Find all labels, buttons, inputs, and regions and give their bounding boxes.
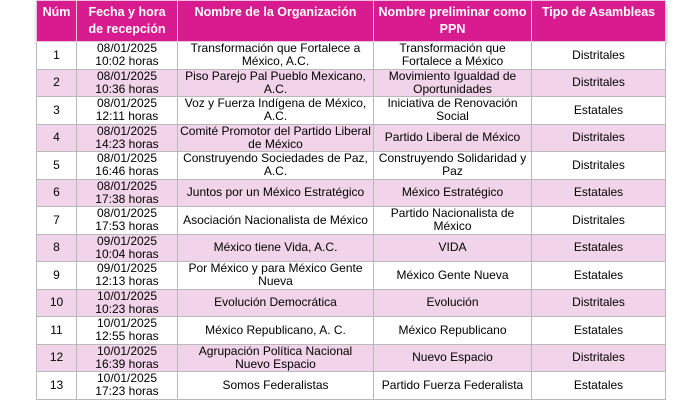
cell-ppn-name: México Republicano — [374, 317, 532, 345]
table-row — [37, 152, 666, 180]
cell-time: 10:36 horas — [95, 81, 159, 96]
cell-date: 10/01/2025 — [96, 289, 158, 303]
cell-datetime — [77, 344, 178, 372]
cell-datetime — [77, 124, 178, 152]
header-ppn: Nombre preliminar como PPN — [374, 1, 532, 42]
cell-num: 10 — [37, 289, 77, 317]
cell-date: 08/01/2025 — [96, 69, 158, 83]
cell-organization: Agrupación Política Nacional Nuevo Espacio — [178, 344, 374, 372]
registration-table-container — [36, 0, 665, 400]
cell-ppn-name: México Gente Nueva — [374, 262, 532, 290]
cell-date: 10/01/2025 — [96, 316, 158, 331]
table-row — [37, 234, 666, 262]
cell-num: 6 — [37, 179, 77, 207]
header-row — [37, 1, 666, 42]
cell-organization: Asociación Nacionalista de México — [178, 207, 374, 235]
cell-date: 09/01/2025 — [96, 261, 158, 276]
table-header — [37, 1, 666, 42]
cell-ppn-name: Transformación que Fortalece a México — [374, 42, 532, 70]
cell-assembly-type: Estatales — [532, 262, 666, 290]
cell-date: 10/01/2025 — [96, 371, 158, 386]
cell-num: 5 — [37, 152, 77, 180]
cell-time: 12:13 horas — [95, 274, 159, 289]
cell-assembly-type: Distritales — [532, 69, 666, 97]
cell-datetime — [77, 317, 178, 345]
cell-organization: Voz y Fuerza Indígena de México, A.C. — [178, 97, 374, 125]
cell-date: 10/01/2025 — [96, 344, 158, 358]
cell-num: 11 — [37, 317, 77, 345]
cell-assembly-type: Estatales — [532, 234, 666, 262]
table-row — [37, 42, 666, 70]
cell-time: 16:46 horas — [95, 164, 159, 179]
cell-datetime — [77, 97, 178, 125]
cell-date: 08/01/2025 — [96, 179, 158, 193]
cell-organization: México tiene Vida, A.C. — [178, 234, 374, 262]
cell-organization: Transformación que Fortalece a México, A.C. — [178, 42, 374, 70]
cell-organization: Por México y para México Gente Nueva — [178, 262, 374, 290]
table-row — [37, 344, 666, 372]
cell-assembly-type: Estatales — [532, 372, 666, 400]
cell-time: 12:11 horas — [95, 109, 159, 124]
cell-datetime — [77, 42, 178, 70]
cell-datetime — [77, 207, 178, 235]
cell-organization: Piso Parejo Pal Pueblo Mexicano, A.C. — [178, 69, 374, 97]
cell-assembly-type: Distritales — [532, 124, 666, 152]
header-date: Fecha y hora de recepción — [77, 1, 178, 42]
cell-datetime — [77, 69, 178, 97]
cell-ppn-name: Partido Liberal de México — [374, 124, 532, 152]
cell-num: 1 — [37, 42, 77, 70]
cell-datetime — [77, 289, 178, 317]
cell-assembly-type: Distritales — [532, 207, 666, 235]
cell-ppn-name: Evolución — [374, 289, 532, 317]
cell-time: 12:55 horas — [95, 329, 159, 344]
cell-ppn-name: Nuevo Espacio — [374, 344, 532, 372]
cell-datetime — [77, 372, 178, 400]
header-org: Nombre de la Organización — [178, 1, 374, 42]
cell-organization: México Republicano, A. C. — [178, 317, 374, 345]
cell-assembly-type: Distritales — [532, 289, 666, 317]
cell-num: 9 — [37, 262, 77, 290]
table-row — [37, 207, 666, 235]
cell-time: 16:39 horas — [95, 356, 159, 371]
registration-table — [36, 0, 666, 400]
cell-datetime — [77, 179, 178, 207]
cell-num: 3 — [37, 97, 77, 125]
cell-time: 14:23 horas — [95, 136, 159, 151]
cell-date: 09/01/2025 — [96, 234, 158, 248]
cell-organization: Juntos por un México Estratégico — [178, 179, 374, 207]
cell-num: 13 — [37, 372, 77, 400]
cell-date: 08/01/2025 — [96, 41, 158, 56]
cell-assembly-type: Estatales — [532, 317, 666, 345]
header-type: Tipo de Asambleas — [532, 1, 666, 42]
cell-ppn-name: Movimiento Igualdad de Oportunidades — [374, 69, 532, 97]
cell-time: 17:38 horas — [95, 191, 159, 206]
cell-date: 08/01/2025 — [96, 151, 158, 166]
cell-organization: Evolución Democrática — [178, 289, 374, 317]
table-row — [37, 69, 666, 97]
cell-assembly-type: Distritales — [532, 42, 666, 70]
table-row — [37, 262, 666, 290]
cell-ppn-name: México Estratégico — [374, 179, 532, 207]
cell-ppn-name: Partido Nacionalista de México — [374, 207, 532, 235]
cell-num: 4 — [37, 124, 77, 152]
header-num: Núm — [37, 1, 77, 42]
table-row — [37, 97, 666, 125]
cell-datetime — [77, 152, 178, 180]
cell-num: 12 — [37, 344, 77, 372]
table-body — [37, 42, 666, 400]
cell-organization: Construyendo Sociedades de Paz, A.C. — [178, 152, 374, 180]
table-row — [37, 289, 666, 317]
table-row — [37, 317, 666, 345]
cell-ppn-name: Construyendo Solidaridad y Paz — [374, 152, 532, 180]
cell-date: 08/01/2025 — [96, 124, 158, 138]
cell-assembly-type: Estatales — [532, 97, 666, 125]
table-row — [37, 179, 666, 207]
cell-assembly-type: Distritales — [532, 344, 666, 372]
cell-time: 10:23 horas — [95, 301, 159, 316]
cell-ppn-name: Partido Fuerza Federalista — [374, 372, 532, 400]
cell-organization: Comité Promotor del Partido Liberal de México — [178, 124, 374, 152]
table-row — [37, 372, 666, 400]
cell-num: 7 — [37, 207, 77, 235]
cell-time: 17:53 horas — [95, 219, 159, 234]
cell-num: 8 — [37, 234, 77, 262]
cell-time: 17:23 horas — [95, 384, 159, 399]
cell-ppn-name: Iniciativa de Renovación Social — [374, 97, 532, 125]
cell-assembly-type: Estatales — [532, 179, 666, 207]
cell-datetime — [77, 262, 178, 290]
cell-date: 08/01/2025 — [96, 206, 158, 221]
cell-time: 10:02 horas — [95, 54, 159, 69]
cell-ppn-name: VIDA — [374, 234, 532, 262]
cell-date: 08/01/2025 — [96, 96, 158, 111]
cell-datetime — [77, 234, 178, 262]
cell-time: 10:04 horas — [95, 246, 159, 261]
cell-num: 2 — [37, 69, 77, 97]
cell-assembly-type: Distritales — [532, 152, 666, 180]
cell-organization: Somos Federalistas — [178, 372, 374, 400]
table-row — [37, 124, 666, 152]
